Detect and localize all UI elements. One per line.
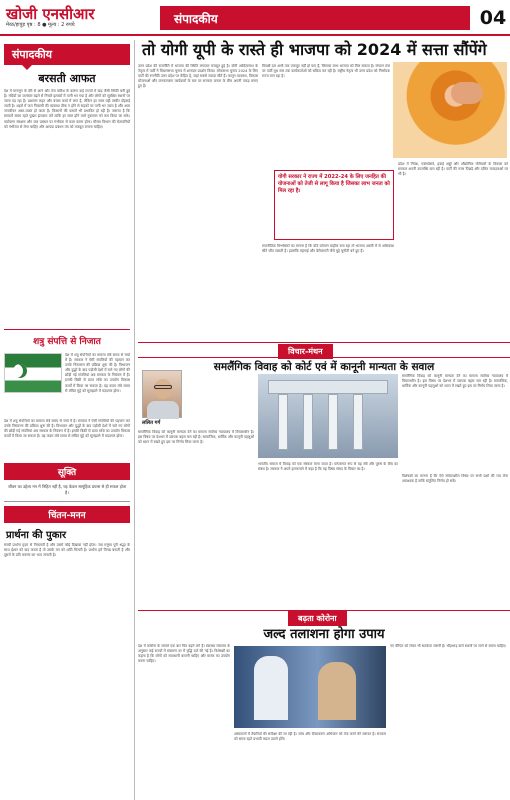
second-body-col3: विशेषज्ञों का मानना है कि ऐसे संवेदनशील विषय पर सभी पक्षों की राय लेना आवश्यक है ताकि संतुलित निर्णय हो सके।: [402, 474, 508, 484]
third-body-col1: देश में कोरोना के मामले एक बार फिर बढ़ने लगे हैं। स्वास्थ्य मंत्रालय के अनुसार कई राज्यों में संक्रमण दर में वृद्धि दर्ज की गई है। विशेषज्ञों का कहना है कि लोगों को सावधानी बरतनी चाहिए और मास्क का उपयोग करना चाहिए।: [138, 644, 230, 664]
second-editorial-body: देश में शत्रु संपत्तियों का मामला लंबे समय से चर्चा में है। सरकार ने ऐसी संपत्तियों की पहचान कर उनके निस्तारण की प्रक्रिया शुरू की है। विभाजन और युद्धों के बाद पड़ोसी देशों में चले गए लोगों की छोड़ी गई संपत्तियां अब सरकार के नियंत्रण में हैं। इनकी बिक्री से प्राप्त राशि का उपयोग विकास कार्यों में किया जा सकता है। यह कदम लंबे समय से लंबित मुद्दे को सुलझाने में मददगार होगा।: [65, 353, 130, 393]
second-editorial-title: शत्रु संपत्ति से निजात: [4, 329, 130, 351]
third-body-col2: अस्पतालों में तैयारियों की समीक्षा की जा रही है। जांच और टीकाकरण अभियान को तेज करने की जरूरत है। सरकार को समय रहते प्रभावी कदम उठाने होंगे।: [234, 732, 386, 742]
court-column: [353, 394, 363, 450]
second-editorial-row: [0, 353, 134, 417]
third-body-col3: नए वेरिएंट को लेकर भी सतर्कता जरूरी है। भीड़भाड़ वाले स्थानों पर जाने से बचना चाहिए।: [390, 644, 507, 648]
court-pediment: [268, 380, 388, 394]
divider: [4, 501, 130, 502]
pull-quote-box: [274, 170, 394, 240]
lead-body-col1: उत्तर प्रदेश की राजनीति में भाजपा की स्थिति लगातार मजबूत हुई है। योगी आदित्यनाथ के नेतृत्व में पार्टी ने विधानसभा चुनाव में शानदार प्रदर्शन किया। लोकसभा चुनाव 2024 के लिए पार्टी की रणनीति उत्तर प्रदेश पर केंद्रित है, जहां सबसे ज्यादा सीटें हैं। कानून व्यवस्था, विकास योजनाओं और जनकल्याण कार्यक्रमों के बल पर सरकार जनता के बीच अपनी पकड़ बनाए हुए है।: [138, 64, 258, 89]
editorial-section-head: संपादकीय: [4, 44, 130, 65]
lead-body-col3: राजनीतिक विश्लेषकों का मानना है कि यदि वर्तमान माहौल बना रहा तो भाजपा अस्सी में से अधिकांश सीटें जीत सकती है। हालांकि महंगाई और बेरोजगारी जैसे मुद्दे चुनौती बने हुए हैं।: [262, 244, 394, 254]
corona-strip: [138, 610, 510, 624]
newspaper-logo: खोजी एनसीआर: [6, 5, 95, 23]
vichar-strip: [138, 342, 510, 358]
second-body-col1: समलैंगिक विवाह को कानूनी मान्यता देने का मामला सर्वोच्च न्यायालय में विचाराधीन है। इस विषय पर देशभर में व्यापक बहस चल रही है। सामाजिक, धार्मिक और कानूनी पहलुओं को ध्यान में रखते हुए इस पर निर्णय लिया जाना है।: [138, 430, 254, 445]
covid-test-photo: [234, 646, 386, 728]
court-column: [303, 394, 313, 450]
editorial-body: देश में मानसून के देरी से आने और तेज बारिश के कारण कई राज्यों में बाढ़ जैसी स्थिति बनी हुई है। नदियों का जलस्तर बढ़ने से निचले इलाकों में पानी भर गया है और लोगों को सुरक्षित स्थानों पर जाना पड़ रहा है। प्रशासन राहत और बचाव कार्य में लगा है, लेकिन हर साल यही तस्वीर दोहराई जाती है। शहरों में जल निकासी की व्यवस्था ठीक न होने से सड़कों पर पानी भर जाता है और आम जनजीवन अस्त-व्यस्त हो जाता है। किसानों की फसलें भी प्रभावित हो रही हैं। जरूरत है कि सरकारें समय रहते पुख्ता इंतजाम करें ताकि हर साल होने वाले नुकसान को कम किया जा सके। पर्यावरण संरक्षण और जल प्रबंधन पर गंभीरता से काम करना होगा। मौसम विभाग की चेतावनियों को गंभीरता से लेना चाहिए और आपदा प्रबंधन तंत्र को मजबूत बनाना चाहिए।: [4, 89, 130, 129]
vichar-label: विचार-मंथन: [278, 344, 333, 359]
raised-arm: [451, 82, 483, 104]
lead-body-col2: विपक्षी दल अभी तक एकजुट नहीं हो पाए हैं, जिसका लाभ भाजपा को मिल सकता है। संगठन स्तर पर पार्टी बूथ स्तर तक कार्यकर्ताओं को सक्रिय कर रही है। राष्ट्रीय नेतृत्व भी उत्तर प्रदेश को निर्णायक राज्य मान रहा है।: [262, 64, 390, 79]
masthead-meta: मेरठ/हापुड़ पृष्ठ : 8 ● मूल्य : 2 रुपये: [6, 22, 75, 28]
second-body-col2: भारतीय समाज में विवाह को एक संस्कार माना जाता है। परंपरागत रूप से यह स्त्री और पुरुष के बीच का संबंध है। सरकार ने अपने हलफनामे में कहा है कि यह विषय संसद के विचार का है।: [258, 462, 398, 472]
quote-text: जीवन का उद्देश्य मन में निहित नहीं है, यह केवल सामूहिक प्रयास से ही सफल होता है।: [7, 484, 127, 495]
left-column: [0, 40, 135, 800]
second-headline: समलैंगिक विवाह को कोर्ट एवं में कानूनी मान्यता के सवाल: [213, 361, 435, 373]
prayer-title: प्रार्थना की पुकार: [6, 530, 67, 541]
court-photo: [258, 374, 398, 458]
corona-label: बढ़ता कोरोना: [288, 611, 347, 626]
leader-photo: [393, 62, 507, 158]
third-headline: जल्द तलाशना होगा उपाय: [263, 627, 385, 642]
author-shirt: [147, 401, 179, 419]
court-column: [278, 394, 288, 450]
glasses-icon: [154, 385, 172, 389]
page-number: 04: [476, 4, 510, 32]
flag-photo: [4, 353, 62, 393]
author-face: [154, 379, 172, 399]
patient: [318, 662, 356, 720]
second-editorial-body-cont: देश में शत्रु संपत्तियों का मामला लंबे समय से चर्चा में है। सरकार ने ऐसी संपत्तियों की पहचान कर उनके निस्तारण की प्रक्रिया शुरू की है। विभाजन और युद्धों के बाद पड़ोसी देशों में चले गए लोगों की छोड़ी गई संपत्तियां अब सरकार के नियंत्रण में हैं। इनकी बिक्री से प्राप्त राशि का उपयोग विकास कार्यों में किया जा सकता है। यह कदम लंबे समय से लंबित मुद्दे को सुलझाने में मददगार होगा।: [4, 419, 130, 439]
author-photo: [142, 370, 182, 418]
pull-quote: योगी सरकार ने राज्य में 2022-24 के लिए जनहित की योजनाओं को तेजी से लागू किया है जिसका लाभ जनता को मिल रहा है।: [278, 174, 390, 195]
lead-headline: तो योगी यूपी के रास्ते ही भाजपा को 2024 में सत्ता सौंपेंगे: [142, 40, 487, 59]
author-name: ललित गर्ग: [142, 420, 161, 426]
prayer-body: सच्ची प्रार्थना हृदय से निकलती है और उसमें कोई दिखावा नहीं होता। जब मनुष्य पूरी श्रद्धा के साथ ईश्वर को याद करता है तो उसके मन को शांति मिलती है। प्रार्थना हमें विनम्र बनाती है और दूसरों के प्रति करुणा का भाव जगाती है।: [4, 543, 130, 558]
editorial-title: बरसती आफत: [38, 72, 96, 85]
court-column: [328, 394, 338, 450]
crescent-icon: [13, 364, 27, 378]
lead-body-col4: प्रदेश में निवेश, एक्सप्रेसवे, हवाई अड्डों और औद्योगिक गलियारों के विकास को सरकार अपनी उपलब्धि बता रही है। पार्टी की नजर पिछड़े और दलित मतदाताओं पर भी है।: [398, 162, 508, 177]
second-body-right: समलैंगिक विवाह को कानूनी मान्यता देने का मामला सर्वोच्च न्यायालय में विचाराधीन है। इस विषय पर देशभर में व्यापक बहस चल रही है। सामाजिक, धार्मिक और कानूनी पहलुओं को ध्यान में रखते हुए इस पर निर्णय लिया जाना है।: [402, 374, 508, 389]
masthead: [0, 0, 510, 36]
quote-box-head: सूक्ति: [4, 463, 130, 480]
main-column: [138, 38, 510, 800]
section-band: संपादकीय: [160, 6, 470, 30]
health-worker: [254, 656, 288, 720]
chintan-head: चिंतन-मनन: [4, 506, 130, 523]
